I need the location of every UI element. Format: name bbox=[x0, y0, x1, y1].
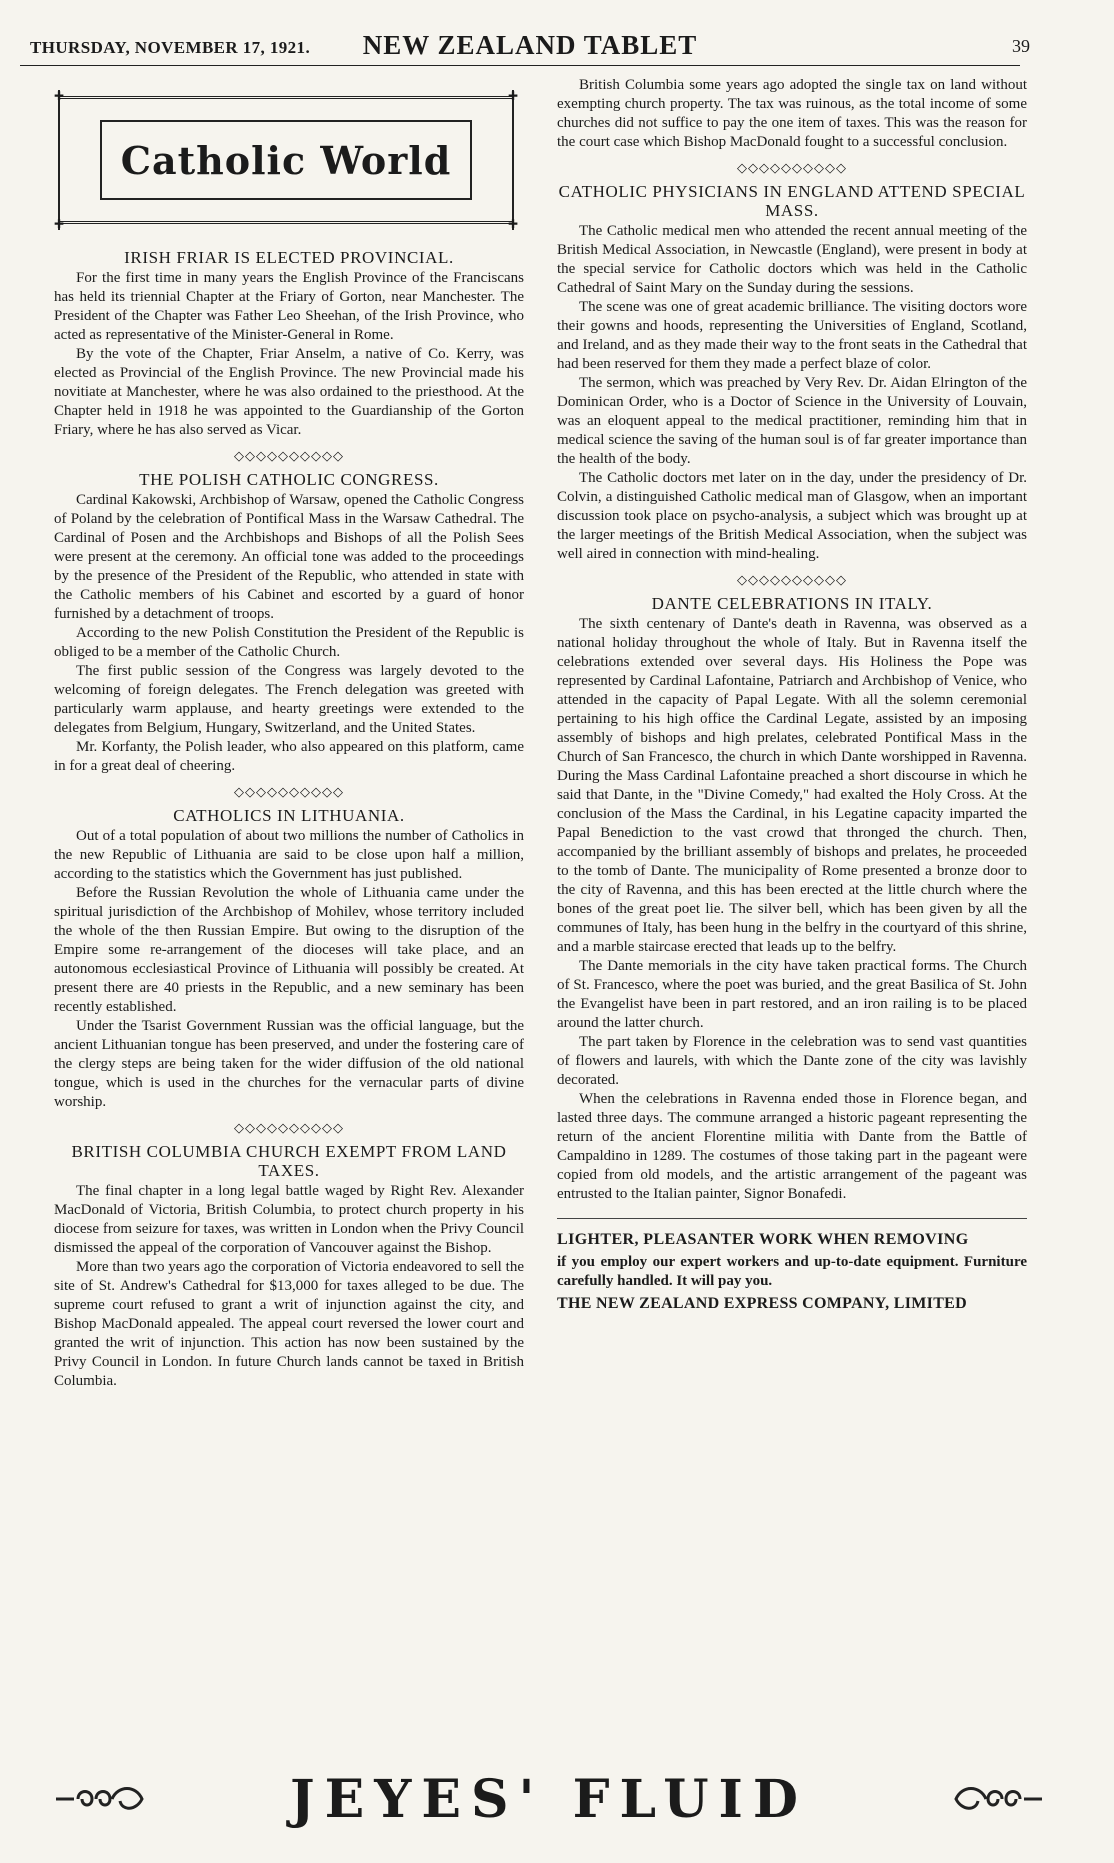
article-paragraph: Under the Tsarist Government Russian was the official language, but the ancient Lithuanian tongue has been preserved, and under the fostering care of the clergy steps are being taken for the wider diffusion of the old national tongue, which is used in the churches for the vernacular parts of divine worship. bbox=[54, 1018, 524, 1110]
section-divider: ◇◇◇◇◇◇◇◇◇◇ bbox=[234, 1120, 344, 1135]
newspaper-title: NEW ZEALAND TABLET bbox=[362, 30, 698, 60]
section-divider: ◇◇◇◇◇◇◇◇◇◇ bbox=[737, 160, 847, 175]
left-column bbox=[54, 76, 524, 1391]
brand-name: JEYES' FLUID bbox=[290, 1768, 808, 1830]
article-paragraph: Mr. Korfanty, the Polish leader, who also appeared on this platform, came in for a great deal of cheering. bbox=[54, 739, 524, 774]
left-flourish-icon bbox=[54, 1781, 154, 1817]
section-banner bbox=[54, 90, 518, 230]
article-paragraph: When the celebrations in Ravenna ended those in Florence began, and lasted three days. The commune arranged a historic pageant representing the return of the ancient Florentine militia with Dante from the Battle of Campaldino in 1289. The costumes of those taking part in the pageant were copied from old models, and the artistic arrangement of the pageant was entrusted to the Italian painter, Signor Bonafedi. bbox=[557, 1091, 1027, 1202]
article-paragraph: For the first time in many years the English Province of the Franciscans has held its triennial Chapter at the Friary of Gorton, near Manchester. The President of the Chapter was Father Leo Sheehan, of the Irish Province, who acted as representative of the Minister-General in Rome. bbox=[54, 270, 524, 343]
masthead bbox=[30, 26, 1030, 66]
article-paragraph: Before the Russian Revolution the whole of Lithuania came under the spiritual jurisdiction of the Archbishop of Mohilev, whose territory included the whole of the then Russian Empire. But owing to the disruption of the Empire some re-arrangement of the dioceses will take place, and an autonomous ecclesiastical Province of Lithuania will possibly be created. At present there are 40 priests in the Republic, and a new seminary has been recently established. bbox=[54, 885, 524, 1015]
article-paragraph: The part taken by Florence in the celebration was to send vast quantities of flowers and laurels, with which the Dante zone of the city was lavishly decorated. bbox=[557, 1034, 1027, 1088]
article bbox=[557, 594, 1027, 1204]
article-headline: CATHOLICS IN LITHUANIA. bbox=[173, 806, 405, 825]
article-paragraph: By the vote of the Chapter, Friar Anselm, a native of Co. Kerry, was elected as Provincial of the English Province. The new Provincial made his novitiate at Manchester, where he was also ordained to the priesthood. At the Chapter held in 1918 he was appointed to the Guardianship of the Gorton Friary, where he has also served as Vicar. bbox=[54, 346, 524, 438]
right-flourish-icon bbox=[944, 1781, 1044, 1817]
article-paragraph: The sixth centenary of Dante's death in Ravenna, was observed as a national holiday throughout the whole of Italy. But in Ravenna itself the celebrations extended over several days. His Holiness the Pope was represented by Cardinal Lafontaine, Patriarch and Archbishop of Venice, who attended in the capacity of Papal Legate. With all the solemn ceremonial pertaining to his high office the Cardinal Legate, assisted by an imposing assembly of bishops and high prelates, celebrated Pontifical Mass in the Church of San Francesco, the church in which Dante worshipped in Ravenna. During the Mass Cardinal Lafontaine preached a short discourse in which he said that Dante, in the "Divine Comedy," had exalted the Holy Cross. At the conclusion of the Mass the Cardinal, in his Legatine capacity imparted the Papal Benediction to the vast crowd that thronged the church. Then, accompanied by the brilliant assembly of bishops and prelates, he proceeded to the tomb of Dante. The municipality of Rome presented a bronze door to the city of Ravenna, and this has been erected at the little church where the bones of the great poet lie. The silver bell, which has been given by all the communes of Italy, has been hung in the belfry in the courtyard of this shrine, and a marble staircase erected that leads up to the belfry. bbox=[557, 616, 1027, 955]
article bbox=[54, 248, 524, 440]
article-headline: IRISH FRIAR IS ELECTED PROVINCIAL. bbox=[124, 248, 454, 267]
article-headline: DANTE CELEBRATIONS IN ITALY. bbox=[651, 594, 933, 613]
article-headline: THE POLISH CATHOLIC CONGRESS. bbox=[139, 470, 439, 489]
article bbox=[54, 470, 524, 776]
article-headline: CATHOLIC PHYSICIANS IN ENGLAND ATTEND SPECIAL MASS. bbox=[558, 182, 1026, 220]
article-paragraph: The sermon, which was preached by Very Rev. Dr. Aidan Elrington of the Dominican Order, who is a Doctor of Science in the University of Louvain, was an eloquent appeal to the medical practitioner, reminding him that in medical science the saving of the human soul is of far greater importance than the health of the body. bbox=[557, 375, 1027, 467]
banner-inner-box bbox=[100, 120, 472, 200]
advertisement bbox=[557, 1218, 1027, 1313]
corner-ornament-icon: ✚ bbox=[54, 217, 65, 231]
footer-advertisement bbox=[54, 1764, 1044, 1834]
article-continuation bbox=[557, 76, 1027, 152]
article-paragraph: Out of a total population of about two millions the number of Catholics in the new Republic of Lithuania are said to be close upon half a million, according to the statistics which the Government has just published. bbox=[54, 828, 524, 882]
article-paragraph: The Dante memorials in the city have taken practical forms. The Church of St. Francesco, where the poet was buried, and the great Basilica of St. John the Evangelist have been in part restored, and an iron railing is to be placed around the latter church. bbox=[557, 958, 1027, 1031]
advert-text: if you employ our expert workers and up-to-date equipment. Furniture carefully handled. It will pay you. bbox=[557, 1254, 1027, 1289]
advert-headline: LIGHTER, PLEASANTER WORK WHEN REMOVING bbox=[557, 1231, 969, 1248]
banner-right-rule bbox=[512, 90, 514, 230]
section-title: Catholic World bbox=[120, 137, 452, 183]
corner-ornament-icon: ✚ bbox=[507, 217, 518, 231]
article bbox=[54, 806, 524, 1112]
advert-company: THE NEW ZEALAND EXPRESS COMPANY, LIMITED bbox=[557, 1295, 967, 1312]
article-paragraph: More than two years ago the corporation of Victoria endeavored to sell the site of St. Andrew's Cathedral for $13,000 for taxes alleged to be due. The supreme court refused to grant a writ of injunction against the city, and Bishop MacDonald appealed. The appeal court reversed the lower court and granted the writ of injunction. This action has now been sustained by the Privy Council in London. In future Church lands cannot be taxed in British Columbia. bbox=[54, 1259, 524, 1389]
right-column bbox=[557, 76, 1027, 1313]
article-headline: BRITISH COLUMBIA CHURCH EXEMPT FROM LAND TAXES. bbox=[71, 1142, 507, 1180]
article-paragraph: Cardinal Kakowski, Archbishop of Warsaw, opened the Catholic Congress of Poland by the celebration of Pontifical Mass in the Warsaw Cathedral. The Cardinal of Posen and the Archbishops and Bishops of all the Polish Sees were present at the ceremony. An official tone was added to the proceedings by the presence of the President of the Republic, who attended in state with the Catholic members of his Cabinet and escorted by a guard of honor furnished by a detachment of troops. bbox=[54, 492, 524, 622]
article-paragraph: The first public session of the Congress was largely devoted to the welcoming of foreign delegates. The French delegation was greeted with particularly warm applause, and hearty greetings were extended to the delegates from Belgium, Hungary, Switzerland, and the United States. bbox=[54, 663, 524, 736]
article-paragraph: The Catholic doctors met later on in the day, under the presidency of Dr. Colvin, a distinguished Catholic medical man of Glasgow, when an important discussion took place on psycho-analysis, a subject which was brought up at the larger meetings of the British Medical Association, when the subject was well aired in connection with mind-healing. bbox=[557, 470, 1027, 562]
corner-ornament-icon: ✚ bbox=[507, 89, 518, 103]
banner-left-rule bbox=[58, 90, 60, 230]
article-paragraph: The final chapter in a long legal battle waged by Right Rev. Alexander MacDonald of Victoria, British Columbia, to protect church property in his diocese from seizure for taxes, was written in London when the Privy Council dismissed the appeal of the corporation of Vancouver against the Bishop. bbox=[54, 1183, 524, 1256]
article-paragraph: According to the new Polish Constitution the President of the Republic is obliged to be a member of the Catholic Church. bbox=[54, 625, 524, 660]
article-paragraph: The scene was one of great academic brilliance. The visiting doctors wore their gowns and hoods, representing the Universities of England, Scotland, and Ireland, and as they made their way to the front seats in the Cathedral that had been reserved for them they made a perfect blaze of color. bbox=[557, 299, 1027, 372]
page-number: 39 bbox=[1012, 36, 1030, 56]
article bbox=[557, 182, 1027, 564]
issue-date: THURSDAY, NOVEMBER 17, 1921. bbox=[30, 38, 311, 57]
section-divider: ◇◇◇◇◇◇◇◇◇◇ bbox=[234, 448, 344, 463]
article bbox=[54, 1142, 524, 1391]
section-divider: ◇◇◇◇◇◇◇◇◇◇ bbox=[737, 572, 847, 587]
section-divider: ◇◇◇◇◇◇◇◇◇◇ bbox=[234, 784, 344, 799]
article-paragraph: British Columbia some years ago adopted the single tax on land without exempting church property. The tax was ruinous, as the total income of some churches did not suffice to pay the one item of taxes. This was the reason for the court case which Bishop MacDonald fought to a successful conclusion. bbox=[557, 77, 1027, 150]
article-paragraph: The Catholic medical men who attended the recent annual meeting of the British Medical Association, in Newcastle (England), were present in body at the special service for Catholic doctors which was held in the Catholic Cathedral of Saint Mary on the Sunday during the sessions. bbox=[557, 223, 1027, 296]
corner-ornament-icon: ✚ bbox=[54, 89, 65, 103]
masthead-rule bbox=[20, 65, 1020, 66]
